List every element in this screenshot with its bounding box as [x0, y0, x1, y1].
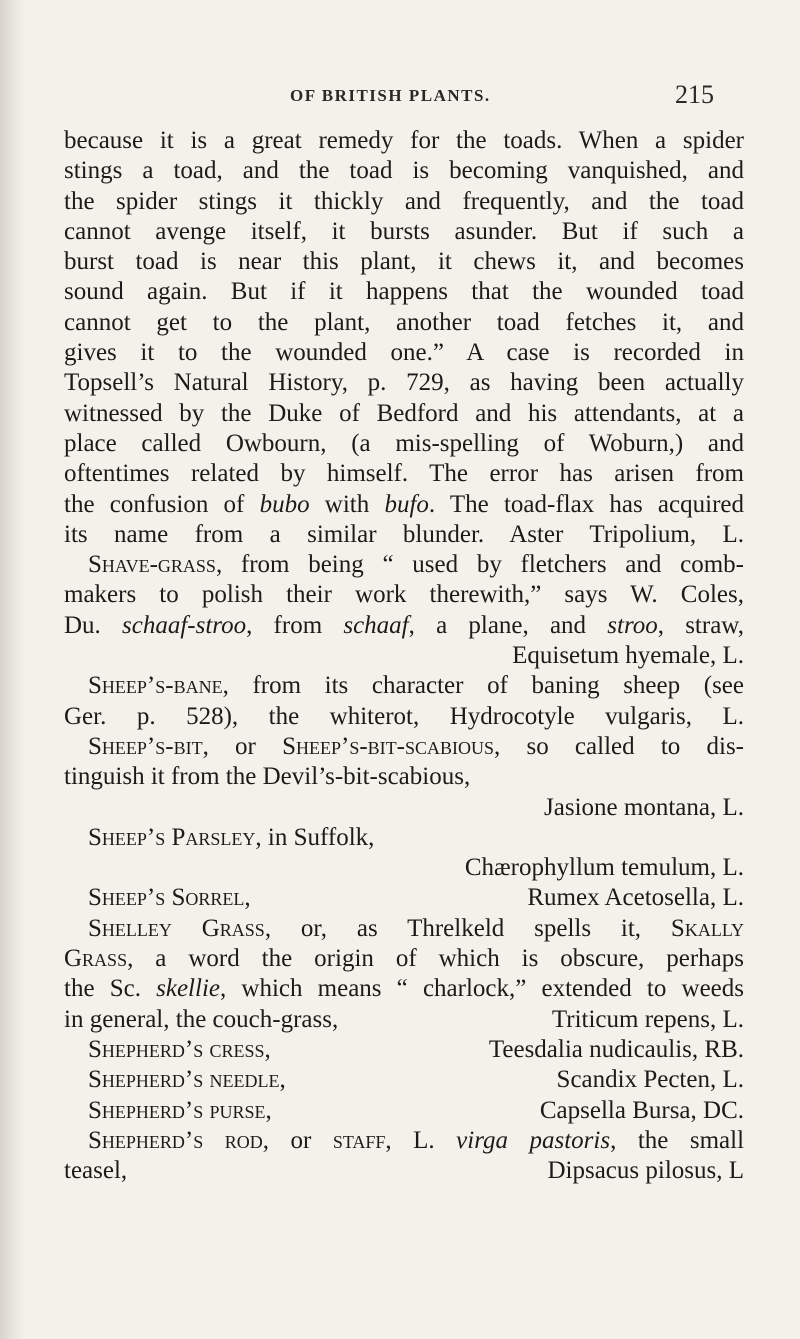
italic-term: bubo	[259, 490, 310, 518]
entry-headword: Shepherd’s needle	[88, 1066, 280, 1094]
text-span: the Sc.	[64, 975, 157, 1003]
entry-left	[88, 1035, 271, 1065]
text-span: . The toad-flax has acquired	[428, 490, 744, 518]
text-line: gives it to the wounded one.” A case is recorded in	[64, 339, 744, 367]
entry-headword: Shepherd’s rod	[88, 1126, 263, 1154]
text-span: in general, the couch-grass,	[64, 1005, 339, 1033]
text-line: Jasione montana, L.	[544, 793, 744, 821]
text-span: , straw,	[657, 611, 744, 639]
running-head: OF BRITISH PLANTS.	[290, 86, 491, 105]
text-line	[64, 1096, 744, 1126]
entry-headword: Sheep’s Parsley	[88, 823, 256, 851]
entry-left	[88, 1065, 286, 1095]
text-line	[64, 732, 744, 762]
text-span: , from being “ used by fletchers and comb-	[215, 551, 744, 579]
entry-headword: Shepherd’s purse	[88, 1096, 266, 1124]
text-line	[64, 914, 744, 944]
text-line: burst toad is near this plant, it chews it, and becomes	[64, 248, 744, 276]
text-span: , which means “ charlock,” extended to weeds	[219, 975, 744, 1003]
italic-term: virga pastoris	[456, 1126, 611, 1154]
entry-headword: Sheep’s Sorrel	[88, 884, 245, 912]
text-line	[64, 550, 744, 580]
entry-headword: Sheep’s-bit	[88, 732, 203, 760]
text-span: , or	[202, 732, 283, 760]
entry-headword: staff	[332, 1126, 386, 1154]
text-span: , or	[262, 1126, 333, 1154]
entry-headword: Shelley Grass	[88, 914, 265, 942]
entry-headword: Sheep’s-bane	[88, 672, 223, 700]
text-span: , the small	[610, 1126, 745, 1154]
text-line: stings a toad, and the toad is becoming vanquished, and	[64, 157, 744, 185]
text-span: Du.	[64, 611, 123, 639]
text-span: ,	[279, 1066, 286, 1094]
botanical-name: Triticum repens, L.	[551, 1005, 744, 1033]
text-span: , from	[246, 611, 344, 639]
text-span: ,	[244, 884, 251, 912]
text-line	[64, 944, 744, 974]
entry-left	[88, 1096, 272, 1126]
botanical-name: Rumex Acetosella, L.	[527, 884, 744, 912]
text-line	[64, 1156, 744, 1186]
entry-headword: Shepherd’s cress	[88, 1035, 265, 1063]
text-line: cannot avenge itself, it bursts asunder. But if such a	[64, 217, 744, 245]
botanical-name: Dipsacus pilosus, L	[547, 1157, 744, 1185]
text-span: , in Suffolk,	[255, 823, 375, 851]
text-span: , or, as Threlkeld spells it,	[264, 914, 671, 942]
text-span: the confusion of	[64, 490, 260, 518]
text-line: Equisetum hyemale, L.	[512, 642, 744, 670]
botanical-name: Teesdalia nudicaulis, RB.	[488, 1035, 744, 1063]
text-line: place called Owbourn, (a mis-spelling of Woburn,) and	[64, 429, 744, 457]
body-text	[64, 126, 744, 1186]
text-span: , L.	[385, 1126, 457, 1154]
text-span: , from its character of baning sheep (see	[222, 672, 744, 700]
text-line: because it is a great remedy for the toads. When a spider	[64, 127, 744, 154]
botanical-name: Scandix Pecten, L.	[556, 1066, 744, 1094]
text-span: , a word the origin of which is obscure, perhaps	[127, 945, 744, 973]
text-line	[64, 1005, 744, 1035]
text-line: makers to polish their work therewith,” says W. Coles,	[64, 581, 744, 609]
text-line: the spider stings it thickly and frequently, and the toad	[64, 187, 744, 215]
entry-headword: Sheep’s-bit-scabious	[282, 732, 495, 760]
page-number: 215	[675, 80, 714, 109]
text-span: , so called to dis-	[494, 732, 745, 760]
text-line: oftentimes related by himself. The error has arisen from	[64, 460, 744, 488]
text-line: Chærophyllum temulum, L.	[464, 854, 744, 882]
italic-term: schaaf	[343, 611, 409, 639]
text-line: its name from a similar blunder. Aster Tripolium, L.	[64, 520, 744, 548]
text-line: cannot get to the plant, another toad fetches it, and	[64, 308, 744, 336]
text-line	[64, 883, 744, 913]
botanical-name: Capsella Bursa, DC.	[539, 1096, 744, 1124]
text-line	[64, 1065, 744, 1095]
entry-headword: Shave-grass	[88, 551, 216, 579]
text-line	[64, 671, 744, 701]
text-line: Topsell’s Natural History, p. 729, as having been actually	[64, 369, 744, 397]
entry-headword: Skally	[670, 914, 745, 942]
italic-term: schaaf-stroo	[122, 611, 247, 639]
text-line: tinguish it from the Devil’s-bit-scabious,	[64, 763, 471, 791]
text-span: teasel,	[64, 1157, 128, 1185]
italic-term: bufo	[384, 490, 429, 518]
text-line	[64, 823, 744, 853]
text-line	[64, 1035, 744, 1065]
text-span: ,	[264, 1035, 271, 1063]
text-line	[64, 1126, 744, 1156]
text-span: , a plane, and	[408, 611, 608, 639]
italic-term: stroo	[607, 611, 658, 639]
entry-left	[88, 883, 251, 913]
text-span: ,	[265, 1096, 272, 1124]
text-line	[64, 974, 744, 1004]
italic-term: skellie	[156, 975, 220, 1003]
text-line	[64, 490, 744, 520]
text-line: sound again. But if it happens that the wounded toad	[64, 278, 744, 306]
text-line: witnessed by the Duke of Bedford and his attendants, at a	[64, 399, 744, 427]
text-span: with	[309, 490, 385, 518]
text-line: Ger. p. 528), the whiterot, Hydrocotyle vulgaris, L.	[64, 702, 744, 730]
text-line	[64, 611, 744, 641]
entry-headword: Grass	[64, 945, 128, 973]
